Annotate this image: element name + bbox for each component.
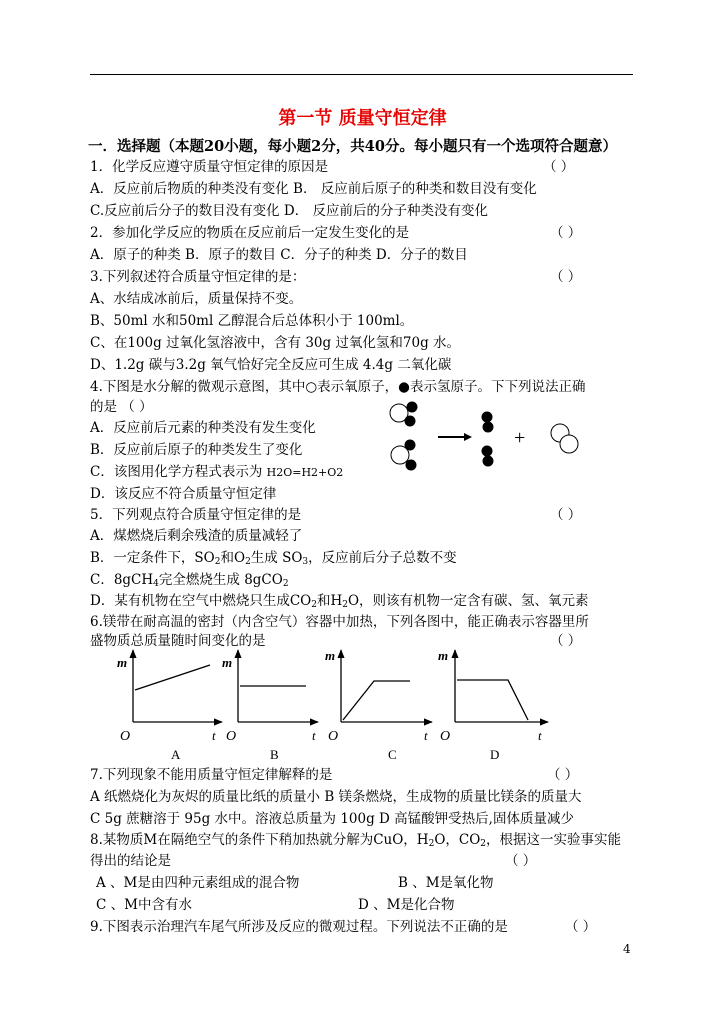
q3-option-d: D、1.2g 碳与3.2g 氧气恰好完全反应可生成 4.4g 二氧化碳	[90, 357, 452, 373]
q3-option-a: A、水结成冰前后，质量保持不变。	[90, 291, 303, 307]
q4-option-a: A．反应前后元素的种类没有发生变化	[90, 420, 316, 436]
section-heading: 一．选择题（本题20小题，每小题2分，共40分。每小题只有一个选项符合题意）	[88, 138, 617, 155]
q7-stem: 7.下列现象不能用质量守恒定律解释的是	[90, 767, 333, 783]
svg-text:t: t	[538, 728, 542, 743]
q5-option-c: C．8gCH$_4$完全燃烧生成 8gCO$_2$	[90, 572, 289, 589]
q7-options-cd: C 5g 蔗糖溶于 95g 水中。溶液总质量为 100g D 高锰酸钾受热后,固体质量减少	[90, 811, 574, 827]
q4-option-d: D．该反应不符合质量守恒定律	[90, 486, 277, 502]
q7-answer-paren: （ ）	[547, 767, 579, 783]
svg-text:t: t	[312, 728, 316, 743]
q7-options-ab: A 纸燃烧化为灰烬的质量比纸的质量小 B 镁条燃烧，生成物的质量比镁条的质量大	[90, 789, 582, 805]
graph-a	[117, 650, 222, 762]
graph-c	[325, 648, 432, 762]
q5-option-a: A．煤燃烧后剩余残渣的质量减轻了	[90, 528, 303, 544]
q5-option-d: D．某有机物在空气中燃烧只生成$CO_2$和$H_2O$，则该有机物一定含有碳、氢、氧元素	[90, 593, 589, 610]
q8-option-a: A 、M是由四种元素组成的混合物	[96, 875, 300, 891]
q8-stem-cont: 得出的结论是	[90, 853, 171, 869]
q8-answer-paren: （ ）	[505, 853, 537, 869]
svg-text:D: D	[490, 747, 500, 762]
q5-stem: 5．下列观点符合质量守恒定律的是	[90, 507, 302, 523]
q3-stem: 3.下列叙述符合质量守恒定律的是：	[90, 269, 306, 285]
q4-stem: 4.下图是水分解的微观示意图，其中○表示氧原子，●表示氢原子。下下列说法正确	[90, 379, 586, 395]
svg-text:O: O	[120, 729, 131, 744]
q3-option-b: B、50ml 水和50ml 乙醇混合后总体积小于 100ml。	[90, 313, 414, 329]
q8-option-b: B 、M是氧化物	[398, 875, 494, 891]
svg-text:O: O	[226, 729, 237, 744]
q4-option-c-text: C．该图用化学方程式表示为	[90, 464, 267, 480]
graph-d	[438, 648, 548, 762]
q9-answer-paren: （ ）	[565, 919, 597, 935]
q5-answer-paren: （ ）	[550, 507, 582, 523]
svg-text:A: A	[171, 747, 181, 762]
q1-stem: 1．化学反应遵守质量守恒定律的原因是	[90, 159, 329, 175]
graph-b	[222, 650, 318, 762]
q8-option-d: D 、M是化合物	[358, 897, 455, 913]
svg-text:t: t	[424, 728, 428, 743]
q3-answer-paren: （ ）	[550, 269, 582, 285]
q6-stem-cont: 盛物质总质量随时间变化的是	[90, 633, 266, 649]
q1-options-cd: C.反应前后分子的数目没有变化 D． 反应前后的分子种类没有变化	[90, 203, 489, 219]
q3-option-c: C、在100g 过氧化氢溶液中，含有 30g 过氧化氢和70g 水。	[90, 335, 461, 351]
graph-a-curve	[135, 665, 210, 690]
q9-stem: 9.下图表示治理汽车尾气所涉及反应的微观过程。下列说法不正确的是	[90, 919, 508, 935]
q8-option-c: C 、M中含有水	[96, 897, 192, 913]
svg-text:m: m	[438, 648, 449, 663]
q2-answer-paren: （ ）	[550, 225, 582, 241]
graph-c-curve	[343, 681, 410, 720]
svg-text:t: t	[212, 728, 216, 743]
svg-text:O: O	[440, 729, 451, 744]
q6-stem: 6.镁带在耐高温的密封（内含空气）容器中加热，下列各图中，能正确表示容器里所	[90, 614, 589, 630]
plus-sign: +	[514, 427, 526, 449]
q2-options: A．原子的种类 B．原子的数目 C．分子的种类 D．分子的数目	[90, 247, 468, 263]
svg-text:m: m	[325, 648, 336, 663]
page-number: 4	[623, 942, 631, 956]
q8-stem: 8.某物质M在隔绝空气的条件下稍加热就分解为CuO，$H_2O$，$CO_2$，根据这一实验事实能	[90, 832, 622, 849]
svg-text:B: B	[270, 747, 279, 762]
q1-options-ab: A．反应前后物质的种类没有变化 B． 反应前后原子的种类和数目没有变化	[90, 181, 537, 197]
q5-option-b: B．一定条件下，$SO_2$和$O_2$生成 $SO_3$，反应前后分子总数不变	[90, 550, 457, 567]
svg-text:m: m	[117, 655, 128, 670]
page-title: 第一节 质量守恒定律	[278, 108, 447, 129]
graph-d-curve	[457, 680, 528, 720]
svg-text:C: C	[388, 747, 397, 762]
q4-stem-cont: 的是 （ ）	[90, 399, 153, 415]
q4-equation: H2O=H2+O2	[266, 466, 344, 479]
q4-option-b: B．反应前后原子的种类发生了变化	[90, 442, 303, 458]
svg-text:O: O	[328, 729, 339, 744]
q2-stem: 2．参加化学反应的物质在反应前后一定发生变化的是	[90, 225, 410, 241]
svg-text:m: m	[222, 655, 233, 670]
q1-answer-paren: （ ）	[543, 159, 575, 175]
q6-answer-paren: （ ）	[550, 633, 582, 649]
